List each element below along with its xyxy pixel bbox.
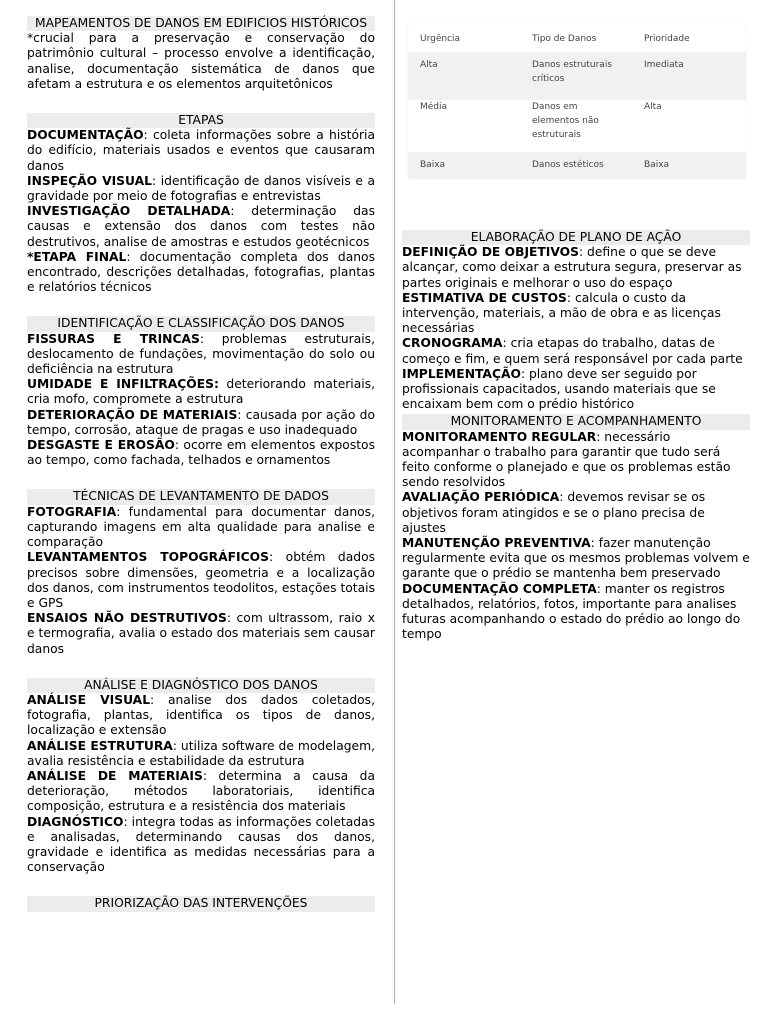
item: [27, 739, 375, 769]
section-monitoramento: [402, 414, 750, 642]
table-cell: Danos em elementos não estruturais: [532, 102, 599, 140]
section-identificacao: [27, 316, 375, 468]
table-header-cell: Urgência: [420, 34, 461, 44]
item-text: : manter os registros detalhados, relatórios, fotos, importante para analises futuras acompanhando o estado do prédio ao longo do tempo: [402, 581, 741, 642]
item-term: ESTIMATIVA DE CUSTOS: [402, 290, 567, 305]
item-text: : integra todas as informações coletadas e analisadas, determinando causas dos danos, gravidade e identifica as medidas necessárias para a conservação: [27, 814, 375, 875]
item-text: : fundamental para documentar danos, capturando imagens em alta qualidade para analise e comparação: [27, 504, 375, 550]
section-header: ANÁLISE E DIAGNÓSTICO DOS DANOS: [27, 678, 375, 693]
item-term: DIAGNÓSTICO: [27, 814, 124, 829]
item-term: AVALIAÇÃO PERIÓDICA: [402, 490, 560, 505]
item-text: : cria etapas do trabalho, datas de começo e fim, e quem será responsável por cada parte: [402, 336, 743, 366]
item: [27, 250, 375, 296]
item: [402, 582, 750, 643]
item-term: DOCUMENTAÇÃO COMPLETA: [402, 581, 597, 596]
item: [402, 367, 750, 413]
item-term: ANÁLISE DE MATERIAIS: [27, 768, 203, 783]
item: [27, 769, 375, 815]
intro-text: *crucial para a preservação e conservação do patrimônio cultural – processo envolve a identificação, analise, documentação sistemática de danos que afetam a estrutura e os elementos arquitetônicos: [27, 31, 375, 91]
item-term: INSPEÇÃO VISUAL: [27, 173, 152, 188]
table-header-cell: Tipo de Danos: [532, 34, 597, 44]
item-text: : coleta informações sobre a história do edifício, materiais usados e eventos que causaram danos: [27, 128, 375, 173]
section-header: ELABORAÇÃO DE PLANO DE AÇÃO: [402, 230, 750, 245]
section-header: IDENTIFICAÇÃO E CLASSIFICAÇÃO DOS DANOS: [27, 316, 375, 331]
item-term: CRONOGRAMA: [402, 336, 503, 351]
item-term: IMPLEMENTAÇÃO: [402, 366, 521, 381]
item-text: : determinação das causas e extensão dos danos com testes não destrutivos, analise de amostras e estudos geotécnicos: [27, 204, 375, 249]
item-text: : obtém dados precisos sobre dimensões, geometria e a localização dos danos, com instrumentos teodolitos, estações totais e GPS: [27, 550, 376, 610]
item-term: UMIDADE E INFILTRAÇÕES:: [27, 377, 219, 392]
item-term: LEVANTAMENTOS TOPOGRÁFICOS: [27, 550, 269, 565]
item: [402, 245, 750, 291]
item-term: MANUTENÇÃO PREVENTIVA: [402, 536, 591, 551]
item-term: ANÁLISE VISUAL: [27, 692, 151, 707]
item-term: DEFINIÇÃO DE OBJETIVOS: [402, 245, 579, 260]
section-plano-de-acao: [402, 230, 750, 412]
table-cell: Imediata: [644, 60, 684, 70]
item: [27, 505, 375, 551]
table-cell: Danos estéticos: [532, 160, 604, 170]
table-cell: Alta: [644, 102, 662, 112]
item-term: *ETAPA FINAL: [27, 249, 127, 264]
item-text: : analise dos dados coletados, fotografia, plantas, identifica os tipos de danos, localização e extensão: [27, 692, 375, 738]
column-divider: [394, 0, 395, 1004]
table-row: [408, 52, 746, 100]
item: [27, 693, 375, 739]
item-term: ENSAIOS NÃO DESTRUTIVOS: [27, 611, 227, 626]
item-text: deteriorando materiais, cria mofo, compromete a estrutura: [27, 377, 375, 407]
item: [402, 490, 750, 536]
item-term: DETERIORAÇÃO DE MATERIAIS: [27, 407, 238, 422]
section-priorizacao: [27, 896, 375, 911]
item-text: : define o que se deve alcançar, como deixar a estrutura segura, preservar as partes originais e melhorar o uso do espaço: [402, 245, 742, 290]
section-header: TÉCNICAS DE LEVANTAMENTO DE DADOS: [27, 489, 375, 504]
item-text: : com ultrassom, raio x e termografia, avalia o estado dos materiais sem causar danos: [27, 611, 375, 656]
item-text: : calcula o custo da intervenção, materiais, a mão de obra e as licenças necessárias: [402, 290, 721, 336]
item-text: : determina a causa da deterioração, métodos laboratoriais, identifica composição, estrutura e a resistência dos materiais: [27, 768, 375, 814]
left-column: [27, 16, 375, 933]
item-term: INVESTIGAÇÃO DETALHADA: [27, 204, 231, 219]
priority-table: [408, 24, 746, 179]
item-term: DOCUMENTAÇÃO: [27, 128, 144, 143]
item: [27, 438, 375, 468]
right-column: [402, 230, 750, 663]
item-term: DESGASTE E EROSÃO: [27, 438, 175, 453]
item: [27, 332, 375, 378]
table-header-cell: Prioridade: [644, 34, 690, 44]
item: [27, 550, 375, 611]
item: [402, 536, 750, 582]
item: [27, 815, 375, 876]
item-term: FISSURAS E TRINCAS: [27, 331, 200, 346]
item-text: : devemos revisar se os objetivos foram atingidos e se o plano precisa de ajustes: [402, 490, 706, 535]
intro-section: [27, 16, 375, 92]
table-cell: Danos estruturais críticos: [532, 60, 613, 84]
item-term: ANÁLISE ESTRUTURA: [27, 738, 173, 753]
section-tecnicas: [27, 489, 375, 656]
item-text: : utiliza software de modelagem, avalia resistência e estabilidade da estrutura: [27, 738, 375, 768]
item: [27, 204, 375, 250]
item-text: : problemas estruturais, deslocamento de fundações, movimentação do solo ou deficiência na estrutura: [27, 331, 375, 377]
item-text: : plano deve ser seguido por profissionais capacitados, usando materiais que se encaixam bem com o prédio histórico: [402, 366, 716, 412]
table-cell: Alta: [420, 60, 438, 70]
item: [27, 611, 375, 657]
item: [27, 174, 375, 204]
item-text: : fazer manutenção regularmente evita que os mesmos problemas volvem e garante que o prédio se mantenha bem preservado: [402, 536, 750, 581]
item-term: MONITORAMENTO REGULAR: [402, 429, 597, 444]
item-text: : documentação completa dos danos encontrado, descrições detalhadas, fotografias, plantas e relatórios técnicos: [27, 249, 375, 295]
item-text: : causada por ação do tempo, corrosão, ataque de pragas e uso inadequado: [27, 407, 375, 437]
item: [27, 128, 375, 174]
item-term: FOTOGRAFIA: [27, 504, 117, 519]
item-text: : identificação de danos visíveis e a gravidade por meio de fotografias e entrevistas: [27, 173, 376, 204]
section-header: ETAPAS: [27, 113, 375, 128]
table-row: [408, 152, 746, 179]
table-cell: Baixa: [644, 160, 670, 170]
section-header: PRIORIZAÇÃO DAS INTERVENÇÕES: [27, 896, 375, 911]
table-cell: Baixa: [420, 160, 446, 170]
table-row: [408, 100, 746, 152]
table-header-row: [408, 24, 746, 52]
section-analise: [27, 678, 375, 876]
item: [402, 336, 750, 366]
item: [27, 377, 375, 407]
table-cell: Média: [420, 102, 448, 112]
item-text: : necessário acompanhar o trabalho para garantir que tudo será feito conforme o planejado e que os problemas estão sendo resolvidos: [402, 429, 731, 490]
item: [27, 408, 375, 438]
section-etapas: [27, 113, 375, 295]
item: [402, 430, 750, 491]
item-text: : ocorre em elementos expostos ao tempo, como fachada, telhados e ornamentos: [27, 438, 375, 468]
section-header: MONITORAMENTO E ACOMPANHAMENTO: [402, 414, 750, 429]
item: [402, 291, 750, 337]
document-title: MAPEAMENTOS DE DANOS EM EDIFICIOS HISTÓRICOS: [27, 16, 375, 31]
